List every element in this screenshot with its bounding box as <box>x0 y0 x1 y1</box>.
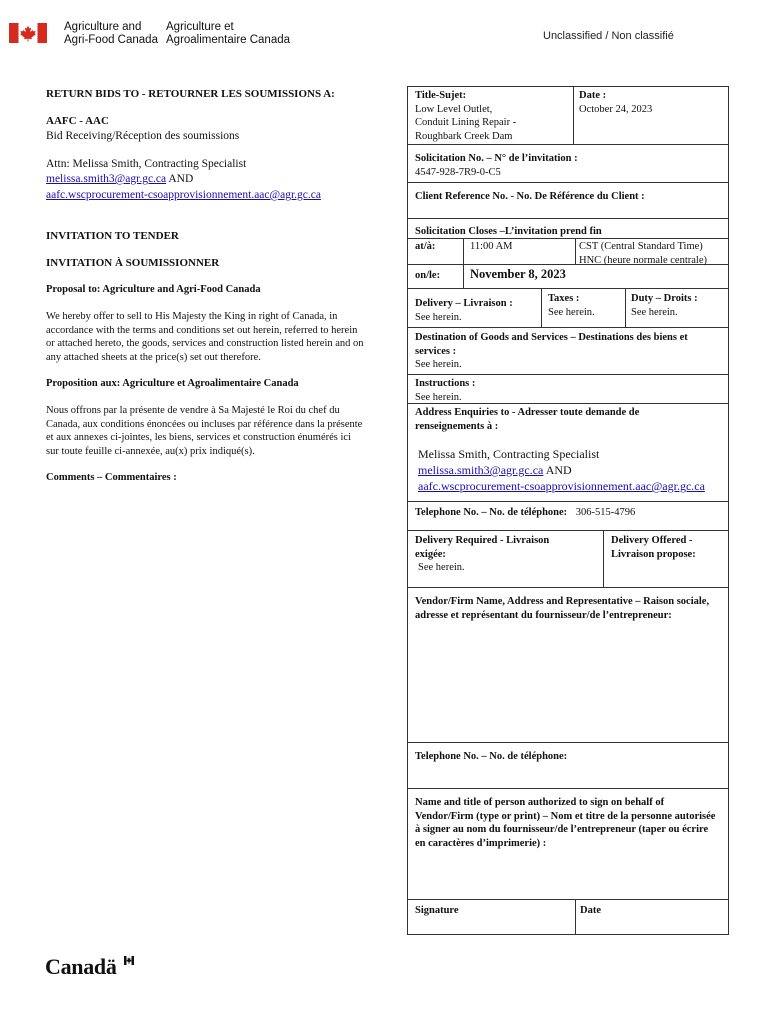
solicitation-value: 4547-928-7R9-0-C5 <box>415 166 501 178</box>
date-value: October 24, 2023 <box>579 103 653 115</box>
email-line-2 <box>46 188 321 202</box>
dept-en-line-1: Agriculture and <box>64 21 142 33</box>
duty-value: See herein. <box>631 306 678 318</box>
destination-label: Destination of Goods and Services – Destinations des biens et services : <box>415 332 688 357</box>
wordmark-flag-icon <box>124 956 134 965</box>
signature-label: Signature <box>415 905 459 916</box>
solicitation-cell <box>415 152 578 179</box>
contact-email-link-1[interactable]: melissa.smith3@agr.gc.ca <box>418 463 544 477</box>
delivery-value: See herein. <box>415 311 462 323</box>
dept-en-line-2: Agri-Food Canada <box>64 33 158 46</box>
title-line-1: Low Level Outlet, <box>415 103 493 115</box>
delivery-cell <box>415 297 513 324</box>
invitation-en: INVITATION TO TENDER <box>46 230 179 242</box>
and-text: AND <box>166 173 194 185</box>
vendor-telephone-input[interactable] <box>600 745 725 783</box>
telephone-row <box>415 506 635 520</box>
delivery-required-label: Delivery Required - Livraison exigée: <box>415 535 550 560</box>
proposal-to: Proposal to: Agriculture and Agri-Food Canada <box>46 284 261 295</box>
email-link-2[interactable]: aafc.wscprocurement-csoapprovisionnement.aac@agr.gc.ca <box>46 189 321 201</box>
email-line-1 <box>46 172 193 186</box>
delivery-label: Delivery – Livraison : <box>415 298 513 309</box>
timezone-cell <box>579 240 707 267</box>
date-label: Date : <box>579 90 607 101</box>
instructions-cell <box>415 377 475 404</box>
vendor-input-area[interactable] <box>410 640 726 740</box>
solicitation-label: Solicitation No. – N° de l’invitation : <box>415 153 578 164</box>
invitation-fr: INVITATION À SOUMISSIONNER <box>46 257 220 269</box>
signature-date-input[interactable] <box>578 915 726 933</box>
org-code: AAFC - AAC <box>46 115 109 127</box>
signature-date-label: Date <box>580 905 601 916</box>
timezone-fr: HNC (heure normale centrale) <box>579 254 707 266</box>
date-cell <box>579 89 652 116</box>
destination-cell <box>415 331 720 372</box>
contact-email-line-2 <box>418 478 705 494</box>
on-value: November 8, 2023 <box>470 267 566 281</box>
dept-fr-line-2: Agroalimentaire Canada <box>166 33 291 46</box>
contact-and: AND <box>543 463 572 477</box>
delivery-offered-label: Delivery Offered - Livraison propose: <box>611 535 696 560</box>
client-reference-label: Client Reference No. - No. De Référence du Client : <box>415 191 645 202</box>
telephone-value: 306-515-4796 <box>575 507 636 518</box>
department-name-fr <box>166 21 290 46</box>
title-label: Title-Sujet: <box>415 90 467 101</box>
vendor-telephone-label: Telephone No. – No. de téléphone: <box>415 751 568 762</box>
address-enquiries-label: Address Enquiries to - Adresser toute demande de renseignements à : <box>415 407 640 432</box>
contact-block <box>418 446 705 494</box>
department-name-en <box>64 21 158 46</box>
signature-input[interactable] <box>410 915 572 933</box>
delivery-required-cell <box>415 534 565 575</box>
authorized-signer-label: Name and title of person authorized to sign on behalf of Vendor/Firm (type or print) – Nom et titre de la personne autorisée à signer au nom du fournisseur/de l’entrepreneur (taper ou écrire en caractères d’imprimerie) : <box>415 797 716 849</box>
bid-receiving: Bid Receiving/Réception des soumissions <box>46 130 240 142</box>
taxes-label: Taxes : <box>548 293 580 304</box>
attn-line: Attn: Melissa Smith, Contracting Specialist <box>46 158 247 170</box>
timezone-en: CST (Central Standard Time) <box>579 241 703 252</box>
offer-text-en: We hereby offer to sell to His Majesty the King in right of Canada, in accordance with the terms and conditions set out herein, referred to herein or attached hereto, the goods, services and construction listed herein and on any attached sheets at the price(s) set out therefore. <box>46 311 364 363</box>
dept-fr-line-1: Agriculture et <box>166 21 234 33</box>
taxes-cell <box>548 292 595 319</box>
destination-value: See herein. <box>415 359 462 370</box>
instructions-label: Instructions : <box>415 378 476 389</box>
return-bids-heading: RETURN BIDS TO - RETOURNER LES SOUMISSIONS A: <box>46 88 335 100</box>
canada-flag-logo <box>9 23 47 43</box>
taxes-value: See herein. <box>548 306 595 318</box>
at-value: 11:00 AM <box>470 241 513 252</box>
canada-wordmark-text: Canadä <box>45 954 117 979</box>
contact-email-link-2[interactable]: aafc.wscprocurement-csoapprovisionnement.aac@agr.gc.ca <box>418 479 705 493</box>
telephone-label: Telephone No. – No. de téléphone: <box>415 507 568 518</box>
at-label: at/à: <box>415 241 436 252</box>
comments-label: Comments – Commentaires : <box>46 472 177 483</box>
title-line-3: Roughbark Creek Dam <box>415 130 513 142</box>
authorized-signer-input[interactable] <box>410 856 726 896</box>
duty-cell <box>631 292 698 319</box>
instructions-value: See herein. <box>415 391 462 403</box>
closes-label: Solicitation Closes –L’invitation prend fin <box>415 226 602 237</box>
duty-label: Duty – Droits : <box>631 293 698 304</box>
contact-name: Melissa Smith, Contracting Specialist <box>418 447 600 461</box>
contact-email-line-1 <box>418 462 705 478</box>
on-label: on/le: <box>415 270 441 281</box>
classification-label: Unclassified / Non classifié <box>543 30 674 42</box>
delivery-required-value: See herein. <box>418 562 465 573</box>
title-line-2: Conduit Lining Repair - <box>415 117 517 128</box>
title-cell <box>415 89 516 143</box>
canada-wordmark <box>45 954 117 980</box>
email-link-1[interactable]: melissa.smith3@agr.gc.ca <box>46 173 167 185</box>
vendor-label: Vendor/Firm Name, Address and Representative – Raison sociale, adresse et représentant du fournisseur/de l’entrepreneur: <box>415 596 710 621</box>
offer-text-fr: Nous offrons par la présente de vendre à Sa Majesté le Roi du chef du Canada, aux conditions énoncées ou incluses par référence dans la présente et aux annexes ci-jointes, les biens, services et construction énumérés ici sur toute feuille ci-annexée, au(x) prix indiqué(s). <box>46 405 363 457</box>
maple-leaf-flag-icon <box>9 23 47 43</box>
proposition-aux: Proposition aux: Agriculture et Agroalimentaire Canada <box>46 378 299 389</box>
